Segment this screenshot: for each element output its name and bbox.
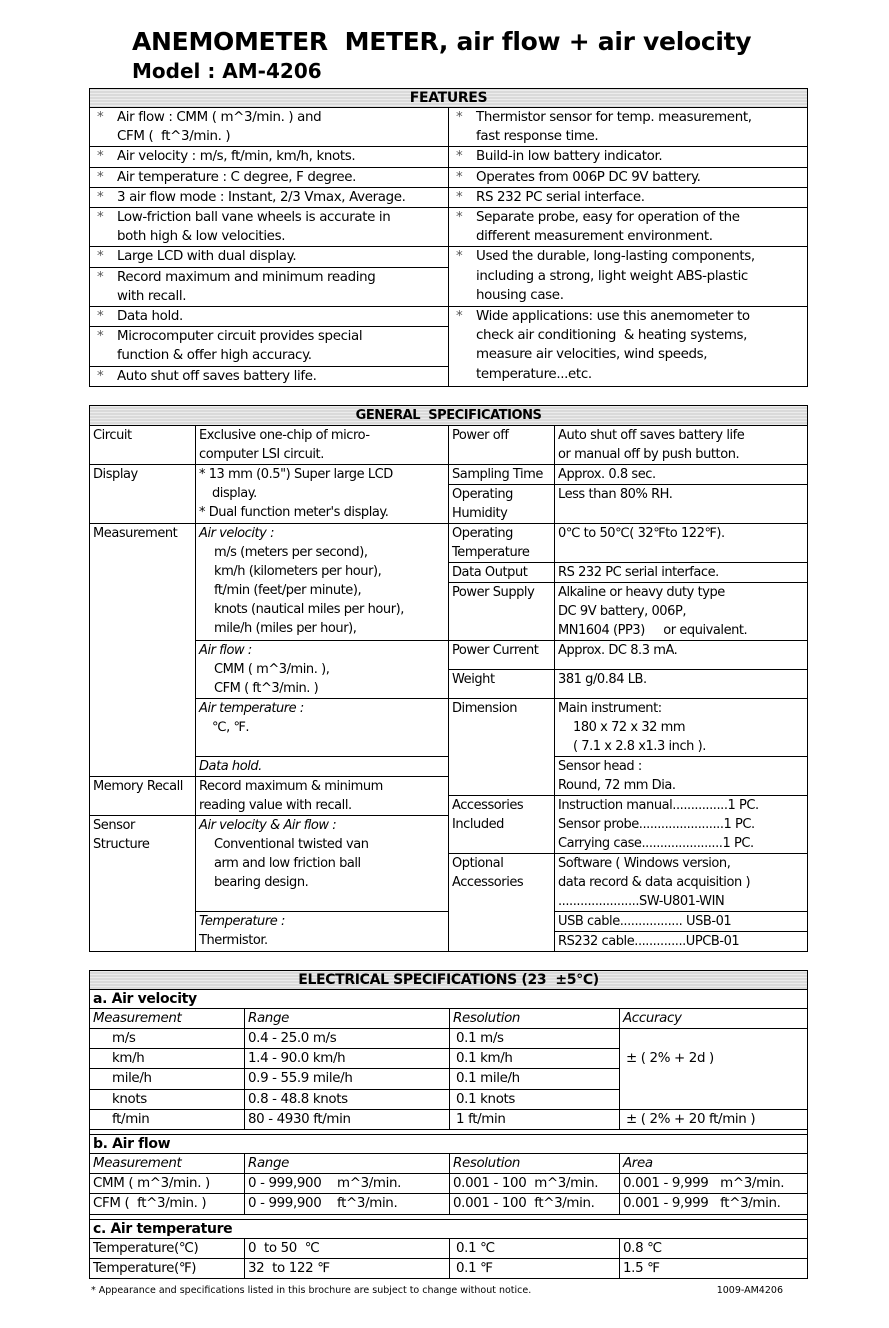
sensor-temperature-value: Thermistor. [199, 932, 268, 948]
dimension-main-values: 180 x 72 x 32 mm ( 7.1 x 2.8 x1.3 inch ). [573, 719, 706, 754]
feature-text: Separate probe, easy for operation of the different measurement environment. [476, 210, 740, 245]
table-row [90, 1029, 808, 1049]
column-header: Area [620, 1154, 808, 1174]
spec-value-optional-rs232: RS232 cable..............UPCB-01 [555, 931, 808, 951]
table-cell: 0 to 50 ℃ [245, 1238, 450, 1258]
table-cell: CFM ( ft^3/min. ) [90, 1194, 245, 1214]
dimension-sensor-value: Round, 72 mm Dia. [558, 777, 676, 793]
feature-item [449, 108, 808, 147]
spec-value-optional-usb: USB cable................. USB-01 [555, 911, 808, 931]
feature-item [449, 147, 808, 167]
feature-text: Large LCD with dual display. [117, 249, 297, 265]
footer-document-code: 1009-AM4206 [716, 1285, 783, 1297]
table-cell: 0.001 - 100 m^3/min. [450, 1174, 620, 1194]
table-cell: Temperature(℉) [90, 1258, 245, 1278]
feature-text: Build-in low battery indicator. [476, 149, 663, 165]
general-specifications-header: GENERAL SPECIFICATIONS [90, 405, 808, 425]
spec-value-memory-recall: Record maximum & minimum reading value with recall. [196, 776, 449, 815]
spec-value-sampling-time: Approx. 0.8 sec. [555, 464, 808, 484]
feature-item [90, 307, 449, 327]
section-air-temperature: c. Air temperature [90, 1219, 808, 1238]
spec-label-accessories: Accessories Included [449, 795, 555, 853]
feature-item [90, 147, 449, 167]
table-cell: m/s [90, 1029, 245, 1049]
bullet-icon: * [97, 329, 104, 345]
spec-value-dimension-sensor [555, 756, 808, 795]
feature-text: Auto shut off saves battery life. [117, 368, 317, 384]
spec-label-weight: Weight [449, 669, 555, 698]
table-cell: 1.4 - 90.0 km/h [245, 1049, 450, 1069]
bullet-icon: * [97, 269, 104, 285]
table-cell: 0.1 m/s [450, 1029, 620, 1049]
bullet-icon: * [456, 249, 463, 265]
spec-label-sensor-structure: Sensor Structure [90, 815, 196, 951]
feature-item [90, 167, 449, 187]
spec-label-power-supply: Power Supply [449, 582, 555, 640]
feature-item [449, 307, 808, 387]
spec-value-power-supply: Alkaline or heavy duty type DC 9V battery, 006P, MN1604 (PP3) or equivalent. [555, 582, 808, 640]
feature-text: Air flow : CMM ( m^3/min. ) and CFM ( ft^3/min. ) [117, 110, 322, 145]
dimension-main-title: Main instrument: [558, 700, 662, 716]
feature-item [90, 247, 449, 267]
spec-value-optional-software: Software ( Windows version, data record & data acquisition ) ......................SW-U801-WIN [555, 853, 808, 911]
spec-value-weight: 381 g/0.84 LB. [555, 669, 808, 698]
column-header: Resolution [450, 1008, 620, 1028]
footer [91, 1285, 807, 1296]
spec-value-operating-humidity: Less than 80% RH. [555, 484, 808, 523]
column-header: Measurement [90, 1154, 245, 1174]
accessory-item: Sensor probe.......................1 PC. [558, 816, 755, 832]
column-header: Range [245, 1154, 450, 1174]
bullet-icon: * [456, 210, 463, 226]
bullet-icon: * [97, 309, 104, 325]
spec-label-memory-recall: Memory Recall [90, 776, 196, 815]
feature-text: Thermistor sensor for temp. measurement, fast response time. [476, 110, 752, 145]
feature-text: Used the durable, long-lasting components, including a strong, light weight ABS-plastic housing case. [476, 249, 755, 303]
table-row [90, 1174, 808, 1194]
table-cell: 0.8 ℃ [620, 1238, 808, 1258]
feature-text: Data hold. [117, 309, 183, 325]
spec-value-circuit: Exclusive one-chip of micro- computer LSI circuit. [196, 425, 449, 464]
bullet-icon: * [97, 189, 104, 205]
feature-text: 3 air flow mode : Instant, 2/3 Vmax, Average. [117, 189, 406, 205]
column-header: Accuracy [620, 1008, 808, 1028]
table-row [90, 1238, 808, 1258]
table-cell: km/h [90, 1049, 245, 1069]
table-row [90, 1109, 808, 1129]
spec-label-data-output: Data Output [449, 562, 555, 582]
table-cell: CMM ( m^3/min. ) [90, 1174, 245, 1194]
display-line: display. [212, 485, 257, 501]
feature-item [90, 366, 449, 386]
bullet-icon: * [97, 169, 104, 185]
spec-label-operating-temperature: Operating Temperature [449, 523, 555, 562]
feature-item [449, 247, 808, 307]
spec-value-sensor-temperature [196, 911, 449, 951]
feature-item [449, 187, 808, 207]
column-header: Measurement [90, 1008, 245, 1028]
table-cell: 0.1 km/h [450, 1049, 620, 1069]
spec-value-accessories [555, 795, 808, 853]
table-cell: 0 - 999,900 m^3/min. [245, 1174, 450, 1194]
spec-label-operating-humidity: Operating Humidity [449, 484, 555, 523]
table-cell: 0.4 - 25.0 m/s [245, 1029, 450, 1049]
accuracy-main: ± ( 2% + 2d ) [620, 1029, 808, 1110]
table-cell: 1.5 ℉ [620, 1258, 808, 1278]
spec-value-sensor-velocity [196, 815, 449, 911]
table-cell: 0.1 mile/h [450, 1069, 620, 1089]
spec-value-operating-temperature: 0℃ to 50℃( 32℉to 122℉). [555, 523, 808, 562]
electrical-specifications-header: ELECTRICAL SPECIFICATIONS (23 ±5℃) [90, 970, 808, 989]
spec-value-power-off: Auto shut off saves battery life or manual off by push button. [555, 425, 808, 464]
table-cell: 0.001 - 9,999 m^3/min. [620, 1174, 808, 1194]
accuracy-ftmin: ± ( 2% + 20 ft/min ) [620, 1109, 808, 1129]
electrical-specifications-table [89, 970, 808, 1279]
spec-label-measurement: Measurement [90, 523, 196, 776]
spec-label-power-current: Power Current [449, 640, 555, 669]
table-row [90, 1258, 808, 1278]
features-header: FEATURES [90, 89, 808, 108]
table-cell: 0.1 knots [450, 1089, 620, 1109]
bullet-icon: * [456, 189, 463, 205]
sensor-temperature-title: Temperature : [199, 913, 285, 929]
feature-text: Wide applications: use this anemometer to check air conditioning & heating systems, measure air velocities, wind speeds, temperature...etc. [476, 309, 750, 382]
feature-text: Low-friction ball vane wheels is accurate in both high & low velocities. [117, 210, 391, 245]
feature-item [90, 208, 449, 247]
feature-text: Air temperature : C degree, F degree. [117, 169, 357, 185]
spec-value-power-current: Approx. DC 8.3 mA. [555, 640, 808, 669]
air-flow-units: CMM ( m^3/min. ), CFM ( ft^3/min. ) [214, 661, 330, 696]
table-cell: mile/h [90, 1069, 245, 1089]
dimension-sensor-title: Sensor head : [558, 758, 642, 774]
sensor-velocity-text: Conventional twisted van arm and low friction ball bearing design. [214, 836, 369, 890]
feature-item [90, 267, 449, 306]
air-temperature-units: ℃, ℉. [212, 719, 250, 735]
display-line: * Dual function meter's display. [199, 504, 389, 520]
bullet-icon: * [456, 110, 463, 125]
feature-text: Air velocity : m/s, ft/min, km/h, knots. [117, 149, 356, 165]
bullet-icon: * [456, 169, 463, 185]
spec-value-air-temperature [196, 698, 449, 756]
bullet-icon: * [97, 149, 104, 165]
table-cell: 0.1 ℉ [450, 1258, 620, 1278]
feature-item [90, 108, 449, 147]
bullet-icon: * [97, 110, 104, 125]
sensor-velocity-title: Air velocity & Air flow : [199, 817, 337, 833]
feature-text: Microcomputer circuit provides special function & offer high accuracy. [117, 329, 363, 364]
bullet-icon: * [97, 368, 104, 384]
table-cell: 0.001 - 100 ft^3/min. [450, 1194, 620, 1214]
section-air-flow: b. Air flow [90, 1135, 808, 1154]
spec-value-data-output: RS 232 PC serial interface. [555, 562, 808, 582]
section-air-velocity: a. Air velocity [90, 989, 808, 1008]
table-cell: 1 ft/min [450, 1109, 620, 1129]
table-cell: 0 - 999,900 ft^3/min. [245, 1194, 450, 1214]
air-velocity-title: Air velocity : [199, 525, 275, 541]
spec-value-air-flow [196, 640, 449, 698]
table-cell: ft/min [90, 1109, 245, 1129]
column-header: Resolution [450, 1154, 620, 1174]
column-header: Range [245, 1008, 450, 1028]
spec-value-data-hold: Data hold. [196, 756, 449, 776]
footer-note: * Appearance and specifications listed in this brochure are subject to change without notice. [91, 1285, 532, 1297]
bullet-icon: * [97, 249, 104, 265]
features-table [89, 88, 808, 387]
general-specifications-table [89, 405, 808, 952]
table-cell: 0.9 - 55.9 mile/h [245, 1069, 450, 1089]
table-cell: 32 to 122 ℉ [245, 1258, 450, 1278]
feature-text: Operates from 006P DC 9V battery. [476, 169, 701, 185]
air-temperature-title: Air temperature : [199, 700, 304, 716]
table-cell: 0.001 - 9,999 ft^3/min. [620, 1194, 808, 1214]
bullet-icon: * [456, 309, 463, 325]
spec-label-optional-accessories: Optional Accessories [449, 853, 555, 951]
table-cell: Temperature(℃) [90, 1238, 245, 1258]
table-cell: 0.8 - 48.8 knots [245, 1089, 450, 1109]
spec-label-display: Display [90, 464, 196, 523]
bullet-icon: * [97, 210, 104, 226]
accessory-item: Carrying case......................1 PC. [558, 835, 754, 851]
accessory-item: Instruction manual...............1 PC. [558, 797, 759, 813]
spec-label-power-off: Power off [449, 425, 555, 464]
feature-item [90, 327, 449, 366]
spec-value-air-velocity [196, 523, 449, 640]
spec-label-sampling-time: Sampling Time [449, 464, 555, 484]
table-cell: knots [90, 1089, 245, 1109]
model-subtitle: Model : AM-4206 [132, 59, 322, 83]
table-row [90, 1194, 808, 1214]
spec-value-dimension-main [555, 698, 808, 756]
spec-value-display [196, 464, 449, 523]
air-flow-title: Air flow : [199, 642, 252, 658]
page-title: ANEMOMETER METER, air flow + air velocity [132, 27, 752, 56]
air-velocity-units: m/s (meters per second), km/h (kilometers per hour), ft/min (feet/per minute), knots (nautical miles per hour), mile/h (miles per hour), [214, 544, 404, 636]
feature-text: Record maximum and minimum reading with recall. [117, 269, 376, 304]
feature-item [449, 208, 808, 247]
feature-item [449, 167, 808, 187]
display-line: * 13 mm (0.5") Super large LCD [199, 466, 393, 482]
table-cell: 80 - 4930 ft/min [245, 1109, 450, 1129]
feature-text: RS 232 PC serial interface. [476, 189, 645, 205]
bullet-icon: * [456, 149, 463, 165]
table-cell: 0.1 ℃ [450, 1238, 620, 1258]
feature-item [90, 187, 449, 207]
spec-label-dimension: Dimension [449, 698, 555, 795]
spec-label-circuit: Circuit [90, 425, 196, 464]
